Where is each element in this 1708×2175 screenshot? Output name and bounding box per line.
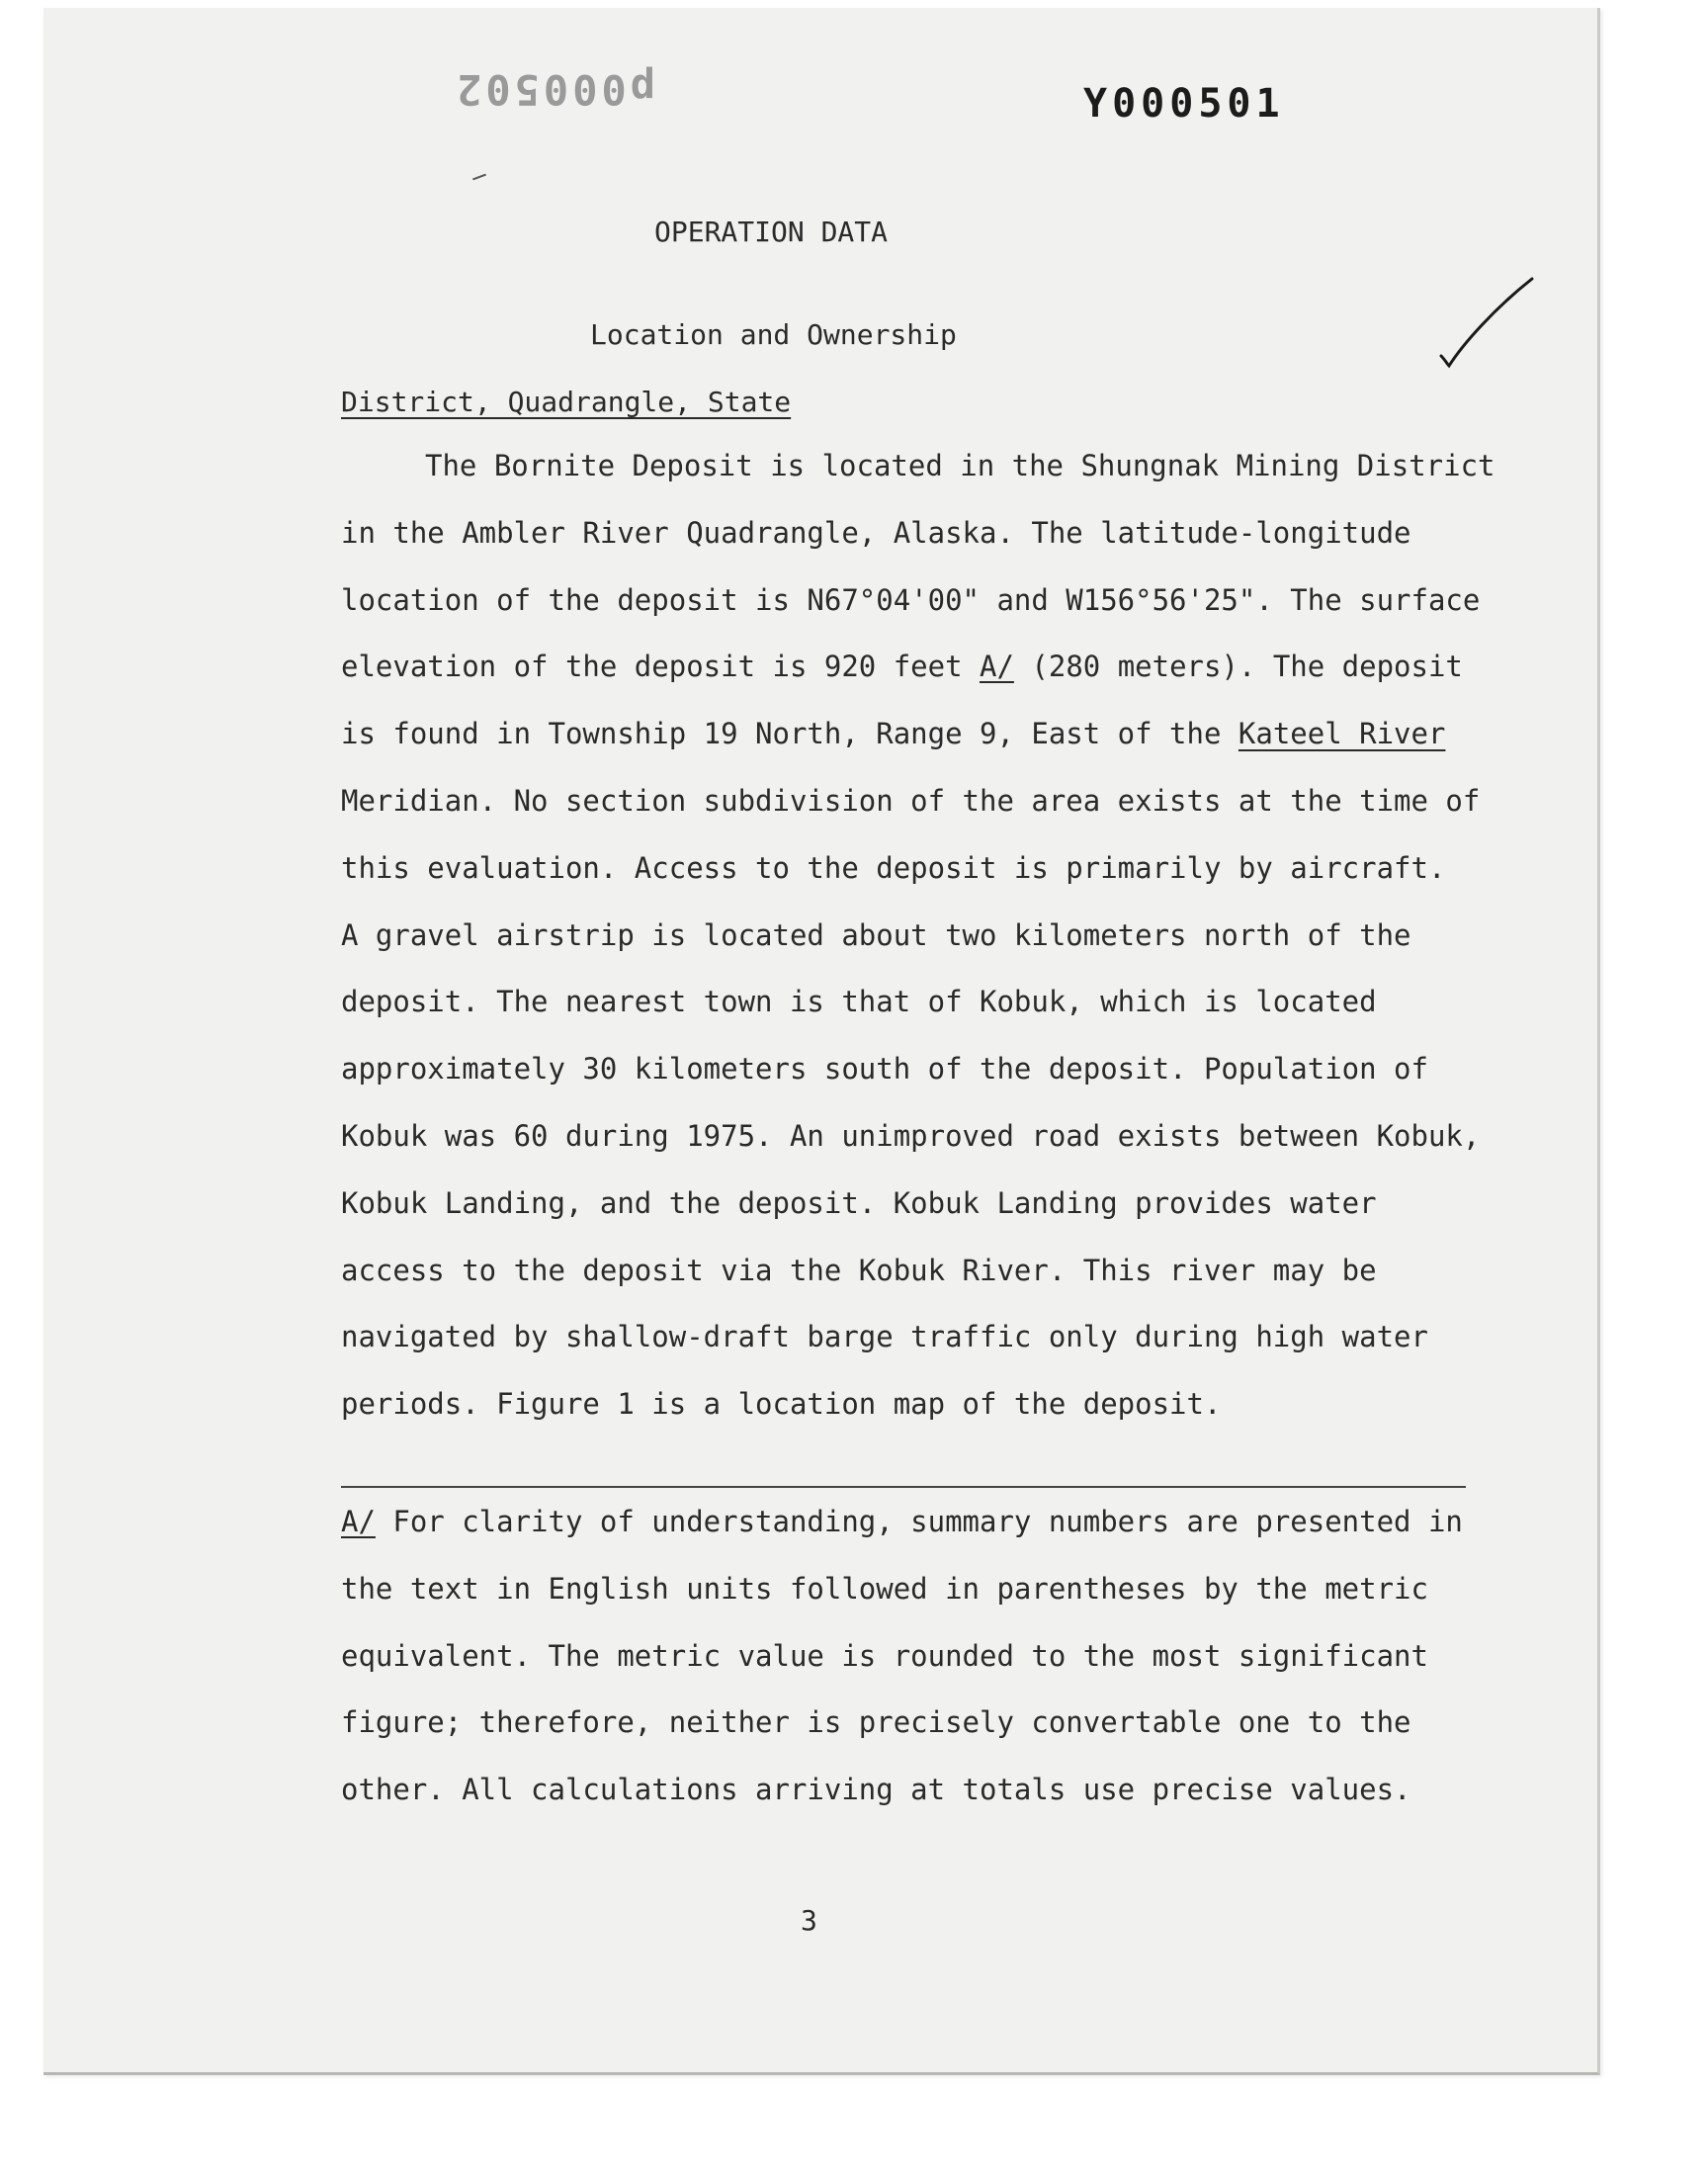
footnote-line: figure; therefore, neither is precisely convertable one to the bbox=[341, 1705, 1411, 1740]
footnote-line: equivalent. The metric value is rounded to the most significant bbox=[341, 1638, 1428, 1673]
page-number: 3 bbox=[801, 1904, 817, 1937]
body-paragraph bbox=[341, 433, 1495, 1438]
section-title: District, Quadrangle, State bbox=[341, 386, 792, 418]
subheading: Location and Ownership bbox=[590, 318, 957, 351]
body-line: deposit. The nearest town is that of Kobuk, which is located bbox=[341, 985, 1377, 1019]
body-line: this evaluation. Access to the deposit is primarily by aircraft. bbox=[341, 850, 1446, 885]
body-line: location of the deposit is N67°04'00" and W156°56'25". The surface bbox=[341, 582, 1481, 617]
body-line: periods. Figure 1 is a location map of the deposit. bbox=[341, 1387, 1222, 1422]
footnote-reference: A/ bbox=[980, 650, 1014, 684]
body-line: The Bornite Deposit is located in the Shungnak Mining District bbox=[425, 449, 1495, 482]
body-line: navigated by shallow-draft barge traffic only during high water bbox=[341, 1320, 1428, 1354]
river-name-underlined: Kateel River bbox=[1238, 717, 1446, 751]
body-line: A gravel airstrip is located about two kilometers north of the bbox=[341, 917, 1411, 952]
footnote-marker: A/ bbox=[341, 1505, 376, 1538]
footnote-line: other. All calculations arriving at totals use precise values. bbox=[341, 1773, 1411, 1807]
body-line: access to the deposit via the Kobuk River. This river may be bbox=[341, 1253, 1377, 1287]
body-line: in the Ambler River Quadrangle, Alaska. The latitude-longitude bbox=[341, 515, 1411, 550]
body-text-span: (280 meters). The deposit bbox=[1013, 650, 1463, 684]
checkmark-icon bbox=[1433, 275, 1542, 374]
mirrored-stamp: p000502 bbox=[453, 65, 656, 114]
page-title: OPERATION DATA bbox=[654, 216, 889, 248]
footnote-line: the text in English units followed in parentheses by the metric bbox=[341, 1571, 1428, 1606]
document-number-stamp: Y000501 bbox=[1083, 81, 1285, 127]
footnote-line bbox=[341, 1489, 1468, 1556]
body-line bbox=[341, 701, 1468, 768]
body-line: Kobuk was 60 during 1975. An unimproved road exists between Kobuk, bbox=[341, 1118, 1481, 1153]
body-line: Kobuk Landing, and the deposit. Kobuk Landing provides water bbox=[341, 1185, 1377, 1220]
body-line bbox=[341, 634, 1468, 701]
body-line: Meridian. No section subdivision of the area exists at the time of bbox=[341, 783, 1481, 818]
footnote-text-span: For clarity of understanding, summary numbers are presented in bbox=[375, 1505, 1463, 1538]
body-text-span: is found in Township 19 North, Range 9, East of the bbox=[341, 717, 1238, 751]
body-text-span: elevation of the deposit is 920 feet bbox=[341, 650, 981, 684]
body-line: approximately 30 kilometers south of the deposit. Population of bbox=[341, 1052, 1428, 1087]
footnote-divider bbox=[341, 1486, 1466, 1488]
footnote bbox=[341, 1489, 1468, 1824]
